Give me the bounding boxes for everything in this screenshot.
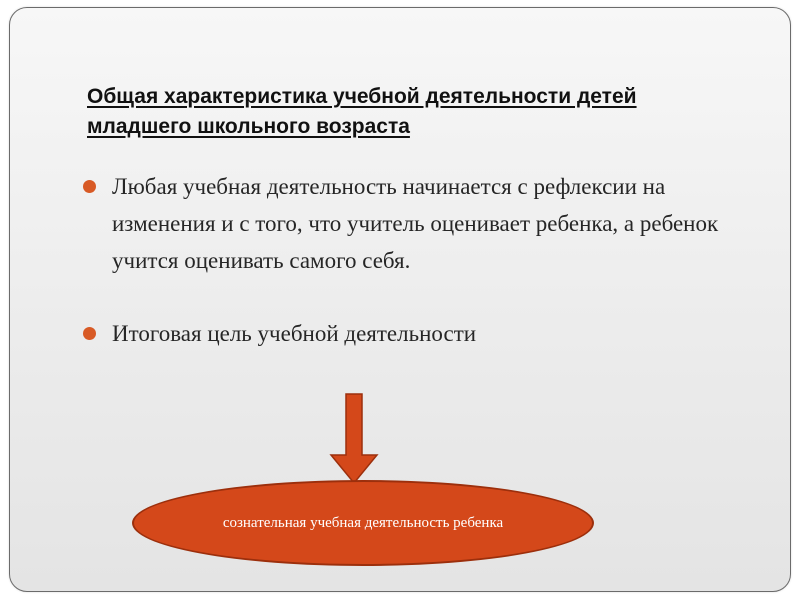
result-oval-text: сознательная учебная деятельность ребенка: [222, 514, 504, 531]
bullet-dot-icon: [83, 180, 96, 193]
bullet-dot-icon: [83, 327, 96, 340]
bullet-text: Любая учебная деятельность начинается с рефлексии на изменения и с того, что учитель оценивает ребенка, а ребенок учится оценивать самого себя.: [112, 174, 719, 273]
bullet-item-reflection: [80, 168, 720, 279]
arrow-down-icon: [329, 393, 379, 485]
bullet-item-goal: [80, 315, 720, 352]
slide-title: Общая характеристика учебной деятельности детей младшего школьного возраста: [87, 85, 637, 138]
result-oval: [132, 480, 594, 566]
bullet-list: [80, 168, 720, 352]
bullet-text: Итоговая цель учебной деятельности: [112, 321, 477, 346]
